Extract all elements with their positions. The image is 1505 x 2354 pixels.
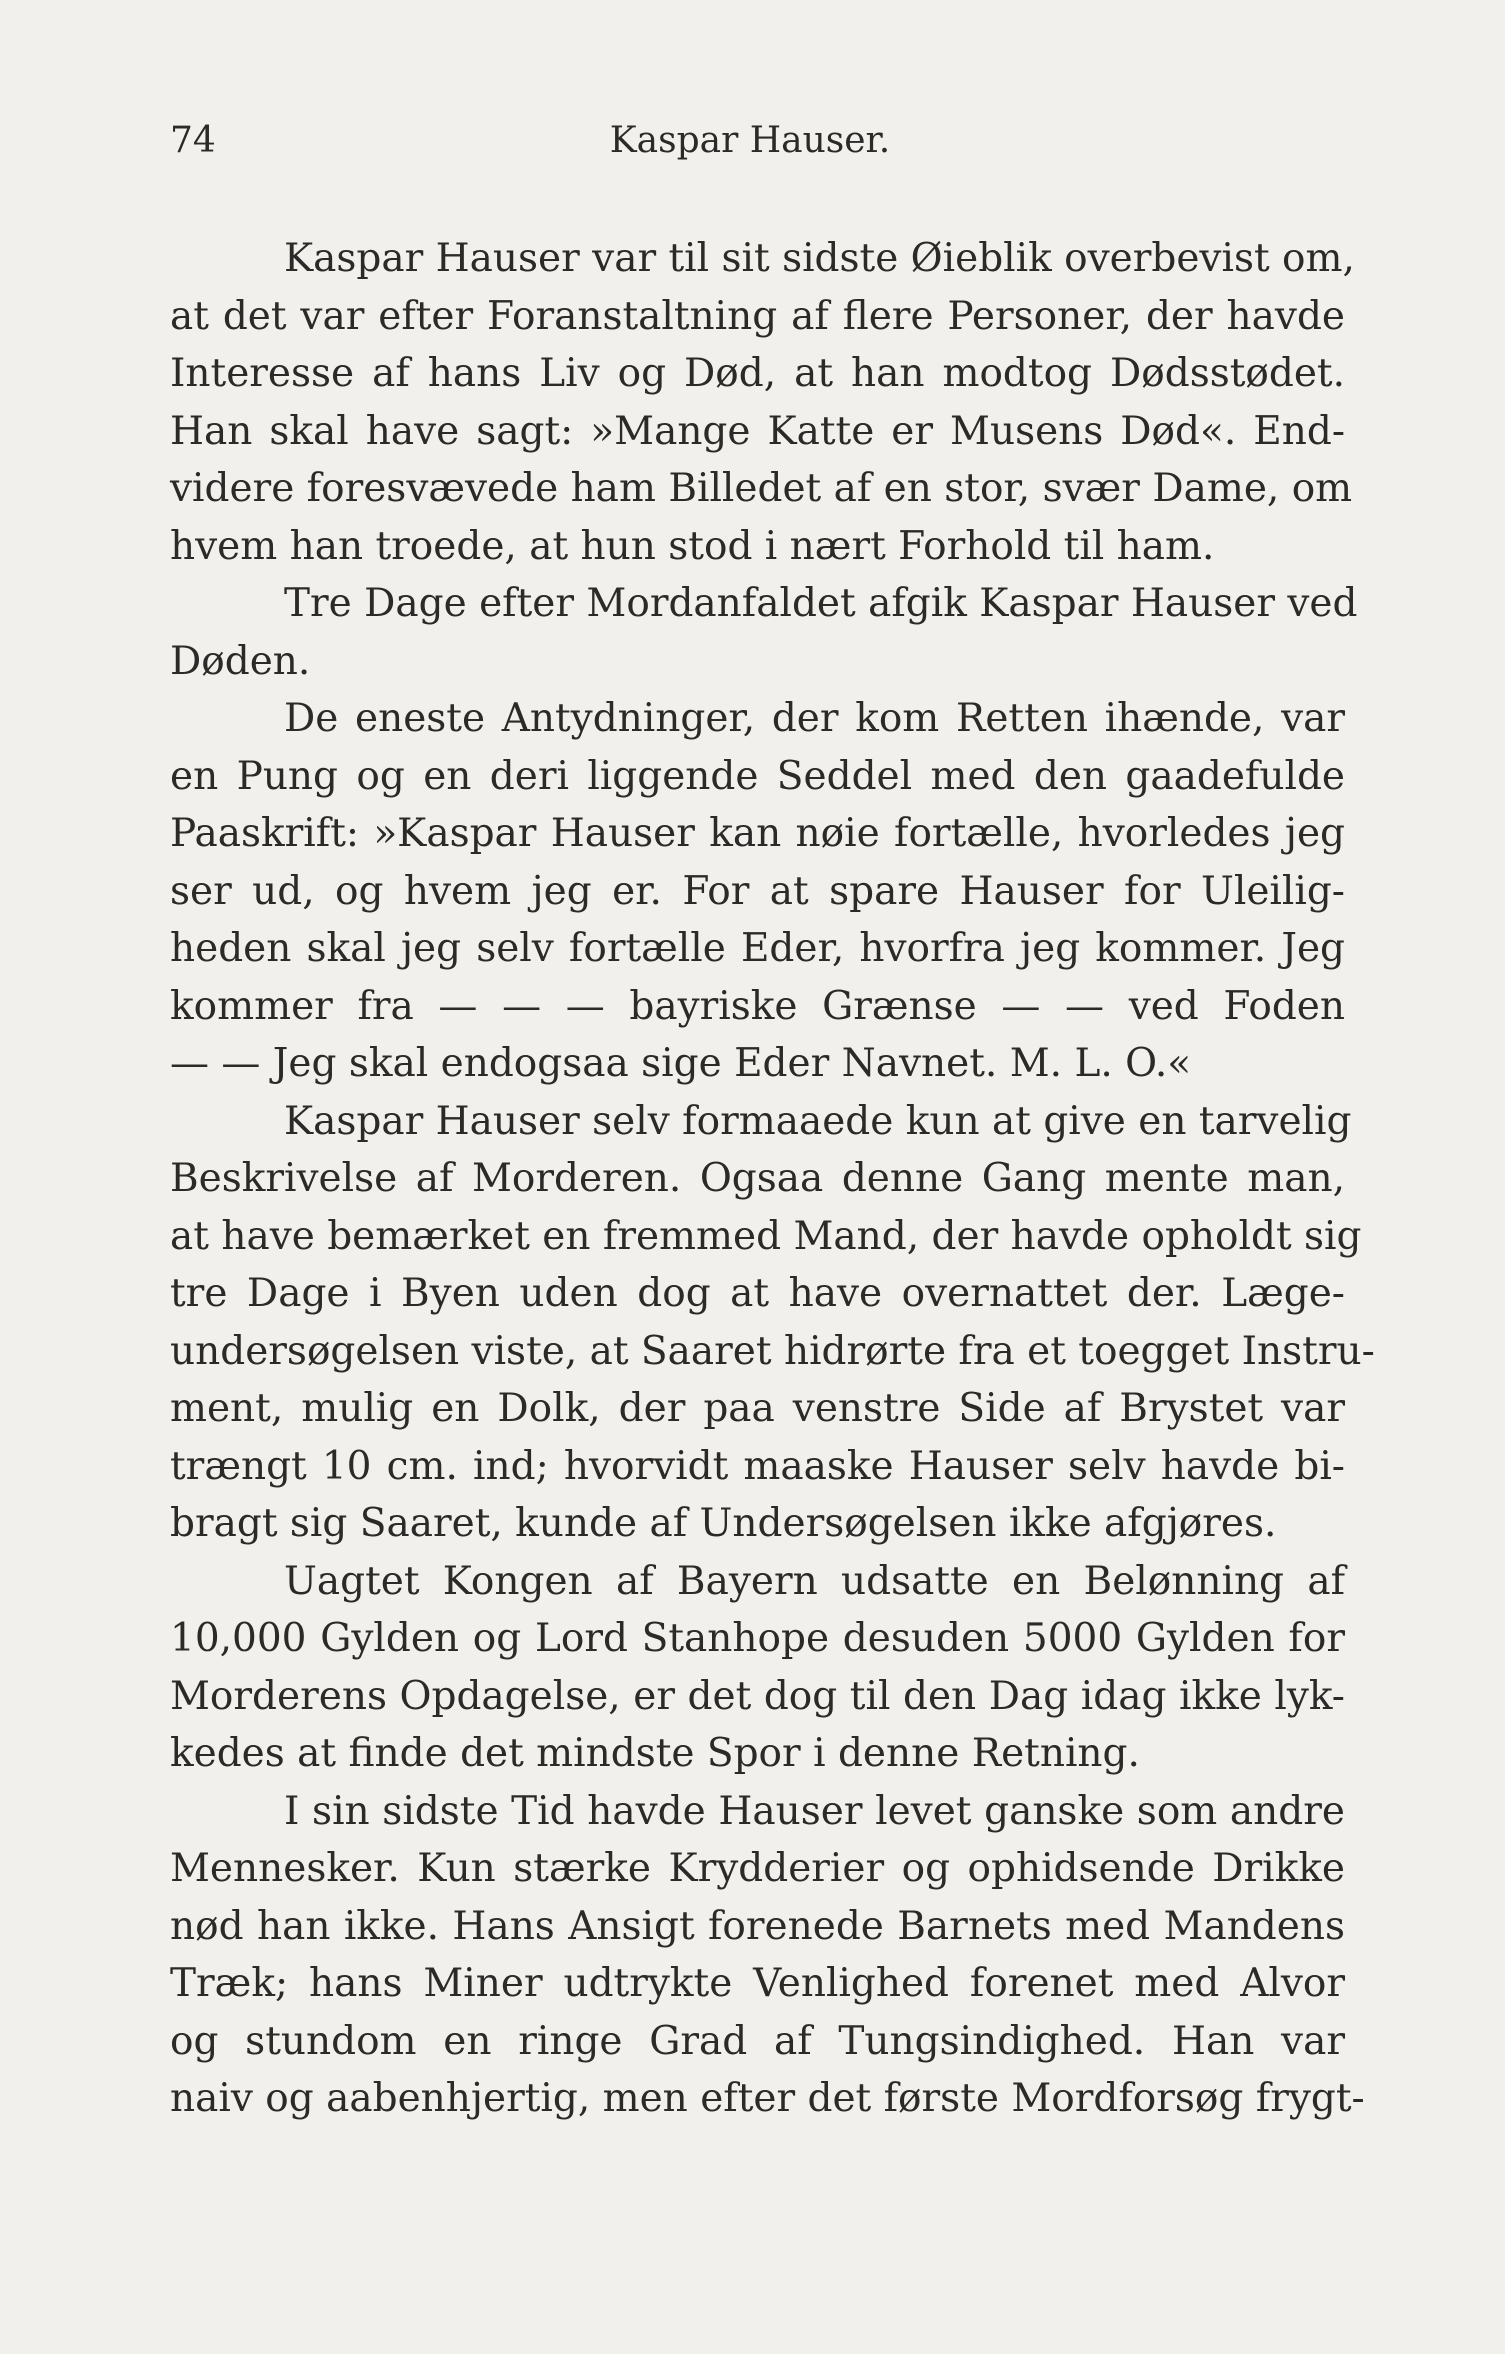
- running-head: [170, 120, 1330, 170]
- text-line: De eneste Antydninger, der kom Retten ihænde, var: [284, 696, 1345, 741]
- text-line: en Pung og en deri liggende Seddel med den gaadefulde: [170, 753, 1345, 799]
- text-line: bragt sig Saaret, kunde af Undersøgelsen ikke afgjøres.: [170, 1501, 1277, 1546]
- running-title: Kaspar Hauser.: [609, 120, 891, 161]
- text-line: trængt 10 cm. ind; hvorvidt maaske Hauser selv havde bi-: [170, 1443, 1345, 1489]
- text-line: kommer fra — — — bayriske Grænse — — ved Foden: [170, 983, 1345, 1029]
- body-text: [170, 230, 1375, 2128]
- text-line: ment, mulig en Dolk, der paa venstre Side af Brystet var: [170, 1386, 1345, 1431]
- text-line: Kaspar Hauser var til sit sidste Øieblik overbevist om,: [284, 236, 1355, 281]
- text-line: Uagtet Kongen af Bayern udsatte en Belønning af: [284, 1558, 1345, 1604]
- text-line: Han skal have sagt: »Mange Katte er Musens Død«. End-: [170, 408, 1345, 454]
- text-line: Kaspar Hauser selv formaaede kun at give en tarvelig: [284, 1098, 1352, 1144]
- text-line: Tre Dage efter Mordanfaldet afgik Kaspar Hauser ved: [284, 581, 1358, 626]
- text-line: ser ud, og hvem jeg er. For at spare Hauser for Uleilig-: [170, 868, 1345, 914]
- page-number: 74: [170, 120, 216, 161]
- text-line: Døden.: [170, 638, 311, 684]
- text-line: — — Jeg skal endogsaa sige Eder Navnet. M. L. O.«: [170, 1041, 1192, 1086]
- text-line: kedes at finde det mindste Spor i denne Retning.: [170, 1731, 1140, 1776]
- text-line: undersøgelsen viste, at Saaret hidrørte fra et toegget Instru-: [170, 1328, 1375, 1374]
- text-line: Morderens Opdagelse, er det dog til den Dag idag ikke lyk-: [170, 1673, 1345, 1719]
- text-line: Mennesker. Kun stærke Krydderier og ophidsende Drikke: [170, 1846, 1345, 1891]
- text-line: hvem han troede, at hun stod i nært Forhold til ham.: [170, 523, 1215, 569]
- text-line: nød han ikke. Hans Ansigt forenede Barnets med Mandens: [170, 1903, 1345, 1949]
- text-line: videre foresvævede ham Billedet af en stor, svær Dame, om: [170, 466, 1353, 511]
- text-line: at det var efter Foranstaltning af flere Personer, der havde: [170, 293, 1345, 339]
- text-line: Træk; hans Miner udtrykte Venlighed forenet med Alvor: [170, 1961, 1345, 2006]
- text-line: at have bemærket en fremmed Mand, der havde opholdt sig: [170, 1213, 1362, 1259]
- text-line: og stundom en ringe Grad af Tungsindighed. Han var: [170, 2018, 1345, 2064]
- text-line: heden skal jeg selv fortælle Eder, hvorfra jeg kommer. Jeg: [170, 926, 1345, 971]
- text-line: Paaskrift: »Kaspar Hauser kan nøie fortælle, hvorledes jeg: [170, 811, 1345, 856]
- text-line: naiv og aabenhjertig, men efter det første Mordforsøg frygt-: [170, 2076, 1365, 2121]
- text-line: tre Dage i Byen uden dog at have overnattet der. Læge-: [170, 1271, 1345, 1316]
- text-line: Interesse af hans Liv og Død, at han modtog Dødsstødet.: [170, 351, 1345, 396]
- text-line: I sin sidste Tid havde Hauser levet ganske som andre: [284, 1788, 1345, 1834]
- text-line: Beskrivelse af Morderen. Ogsaa denne Gang mente man,: [170, 1156, 1345, 1201]
- text-line: 10,000 Gylden og Lord Stanhope desuden 5000 Gylden for: [170, 1616, 1345, 1661]
